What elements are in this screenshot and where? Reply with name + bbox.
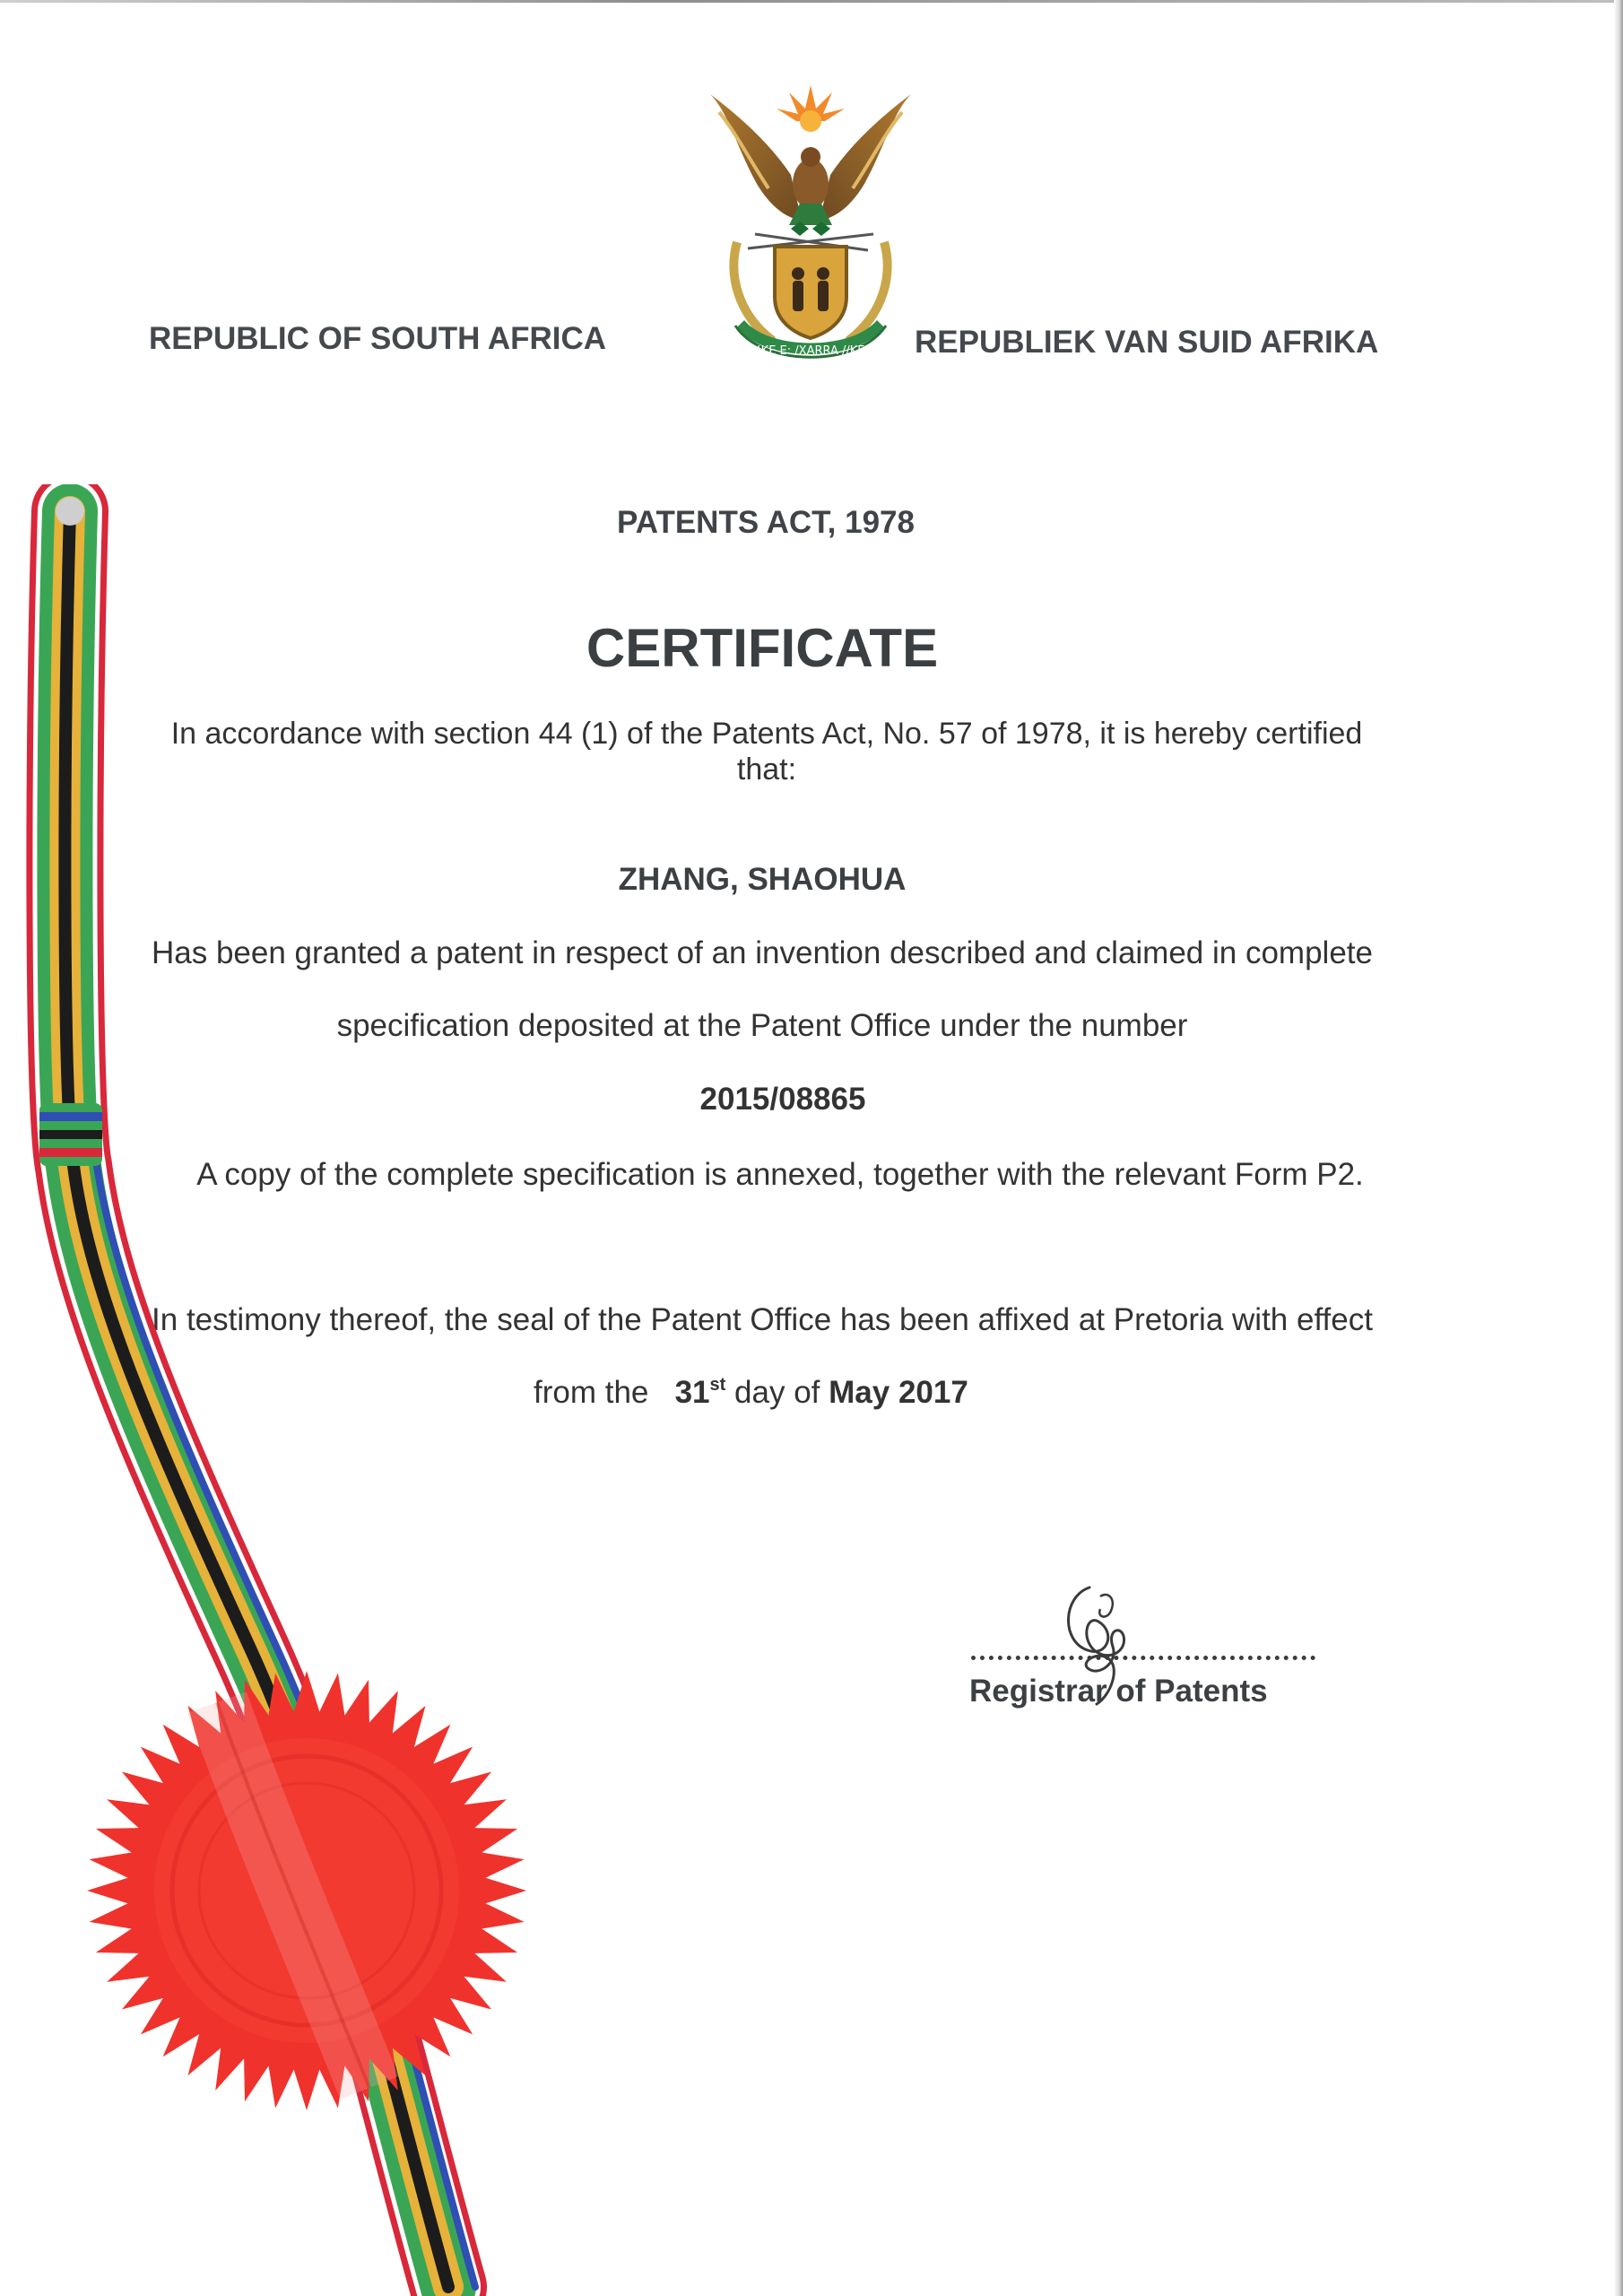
grant-line-1: Has been granted a patent in respect of an invention described and claimed in complete bbox=[152, 935, 1373, 970]
date-middle: day of bbox=[734, 1375, 820, 1410]
effective-date bbox=[534, 1375, 968, 1411]
scan-edge-right bbox=[1614, 0, 1623, 2296]
motto-text: !KE E: /XARRA //KE bbox=[756, 344, 865, 358]
act-title: PATENTS ACT, 1978 bbox=[617, 505, 915, 540]
annex-line: A copy of the complete specification is annexed, together with the relevant Form P2. bbox=[196, 1157, 1364, 1192]
header-left-title: REPUBLIC OF SOUTH AFRICA bbox=[149, 321, 607, 356]
red-wax-seal-icon bbox=[82, 1666, 531, 2115]
grantee-name: ZHANG, SHAOHUA bbox=[618, 862, 907, 897]
intro-paragraph: In accordance with section 44 (1) of the Patents Act, No. 57 of 1978, it is hereby certified that: bbox=[170, 717, 1363, 787]
date-day: 31 bbox=[674, 1375, 710, 1410]
registrar-label: Registrar of Patents bbox=[969, 1674, 1268, 1709]
testimony-line: In testimony thereof, the seal of the Patent Office has been affixed at Pretoria with effect bbox=[152, 1302, 1373, 1337]
certificate-title: CERTIFICATE bbox=[586, 618, 939, 678]
date-month-year: May 2017 bbox=[829, 1375, 968, 1410]
date-prefix: from the bbox=[534, 1375, 649, 1410]
grant-line-2: specification deposited at the Patent Office under the number bbox=[336, 1008, 1188, 1043]
header-right-title: REPUBLIEK VAN SUID AFRIKA bbox=[915, 325, 1379, 360]
scan-edge-top bbox=[0, 0, 1623, 3]
signature-line bbox=[971, 1656, 1315, 1660]
patent-number: 2015/08865 bbox=[699, 1082, 866, 1117]
coat-of-arms-icon bbox=[701, 85, 920, 368]
date-day-suffix: st bbox=[709, 1375, 726, 1395]
